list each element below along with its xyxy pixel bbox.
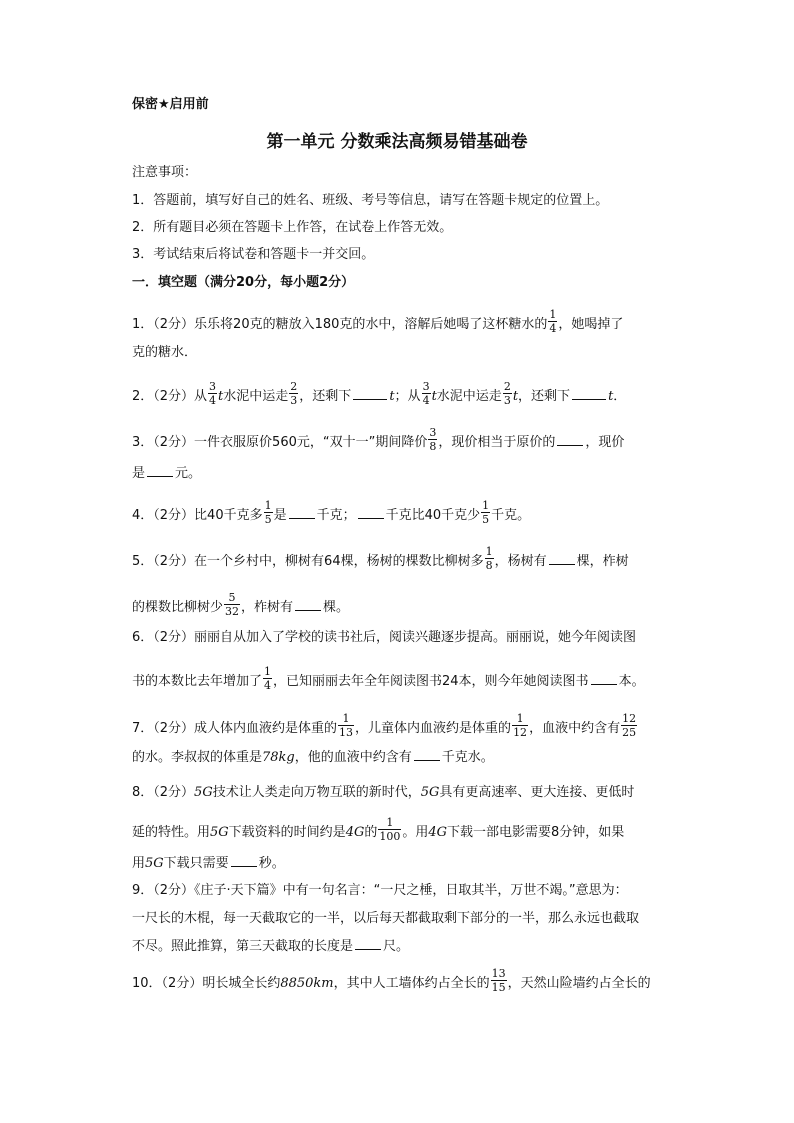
question-3-text: 元。 <box>175 466 202 481</box>
numerator: 1 <box>516 712 524 725</box>
fraction <box>208 380 217 407</box>
fraction <box>378 816 401 843</box>
fraction <box>512 712 528 739</box>
denominator: 5 <box>264 513 272 526</box>
question-4-text: 4．（2分）比40千克多 <box>132 508 263 523</box>
question-7 <box>132 712 692 742</box>
numerator: 1 <box>482 499 490 512</box>
unit: t <box>218 389 224 404</box>
unit: t <box>608 389 614 404</box>
question-5-text: 棵，柞树 <box>576 554 629 569</box>
fraction <box>621 712 637 739</box>
fraction <box>263 665 272 692</box>
question-1-text: ，她喝掉了 <box>558 317 624 332</box>
network-term: 5G <box>420 785 440 800</box>
question-3-cont <box>132 464 692 483</box>
numerator: 5 <box>228 591 236 604</box>
fraction <box>422 380 431 407</box>
unit: t <box>431 389 437 404</box>
question-7-cont <box>132 748 692 767</box>
question-8-text: 下载资料的时间约是 <box>228 825 346 840</box>
question-2-text: 水泥中运走 <box>436 389 502 404</box>
denominator: 100 <box>379 830 401 843</box>
denominator: 4 <box>264 679 272 692</box>
notice-item-1: 1．答题前，填写好自己的姓名、班级、考号等信息，请写在答题卡规定的位置上。 <box>132 193 609 208</box>
question-6-cont <box>132 665 692 695</box>
question-8-cont2 <box>132 854 692 873</box>
question-9-text: 尺。 <box>383 939 410 954</box>
question-7-text: 7．（2分）成人体内血液约是体重的 <box>132 721 338 736</box>
answer-blank[interactable] <box>147 464 173 477</box>
network-term: 5G <box>145 856 164 871</box>
fraction <box>338 712 354 739</box>
question-8-text: 的 <box>364 825 378 840</box>
numerator: 1 <box>549 308 557 321</box>
question-3-text: ，现价相当于原价的 <box>438 435 556 450</box>
question-5-text: 的棵数比柳树少 <box>132 600 224 615</box>
fraction <box>224 591 240 618</box>
unit: t <box>512 389 519 404</box>
denominator: 4 <box>422 394 430 407</box>
fraction <box>548 308 557 335</box>
question-4-text: 是 <box>273 508 287 523</box>
denominator: 13 <box>339 726 354 739</box>
question-2-text: ；从 <box>394 389 421 404</box>
denominator: 3 <box>290 394 298 407</box>
notice-item-3: 3．考试结束后将试卷和答题卡一并交回。 <box>132 247 375 262</box>
numerator: 2 <box>290 380 298 393</box>
question-8-text: 秒。 <box>258 856 285 871</box>
question-4-text: 千克。 <box>491 508 531 523</box>
network-term: 5G <box>210 825 229 840</box>
denominator: 15 <box>491 981 506 994</box>
network-term: 4G <box>428 825 448 840</box>
numerator: 3 <box>422 380 430 393</box>
answer-blank[interactable] <box>549 552 575 565</box>
fraction <box>485 545 494 572</box>
section-heading: 一．填空题（满分20分，每小题2分） <box>132 275 355 290</box>
numerator: 13 <box>491 967 506 980</box>
denominator: 25 <box>622 726 637 739</box>
question-10 <box>132 967 692 997</box>
fraction <box>503 380 512 407</box>
question-8-text: 下载一部电影需要8分钟，如果 <box>447 825 625 840</box>
answer-blank[interactable] <box>231 854 257 867</box>
network-term: 5G <box>194 785 213 800</box>
denominator: 3 <box>503 394 511 407</box>
question-1-text: 1．（2分）乐乐将20克的糖放入180克的水中，溶解后她喝了这杯糖水的 <box>132 317 548 332</box>
question-7-text: 千克水。 <box>441 750 494 765</box>
fraction <box>481 499 490 526</box>
question-3-text: ，现价 <box>585 435 625 450</box>
fraction <box>428 426 437 453</box>
question-8 <box>132 784 692 802</box>
question-8-text: 下载只需要 <box>163 856 229 871</box>
question-9-text: 不尽。照此推算，第三天截取的长度是 <box>132 939 354 954</box>
notice-heading: 注意事项： <box>132 165 198 180</box>
answer-blank[interactable] <box>295 598 321 611</box>
question-10-text: ，天然山险墙约占全长的 <box>507 976 651 991</box>
question-8-text: 8．（2分） <box>132 785 195 800</box>
question-9-cont: 一尺长的木棍，每一天截取它的一半，以后每天都截取剩下部分的一半，那么永远也截取 <box>132 911 640 926</box>
question-5-text: ，杨树有 <box>494 554 547 569</box>
question-4-text: 千克比40千克少 <box>385 508 481 523</box>
answer-blank[interactable] <box>414 748 440 761</box>
question-5-text: ，柞树有 <box>241 600 294 615</box>
length-value: 8850km <box>280 976 334 991</box>
answer-blank[interactable] <box>572 387 606 400</box>
answer-blank[interactable] <box>355 937 381 950</box>
answer-blank[interactable] <box>557 433 583 446</box>
fraction <box>491 967 507 994</box>
question-10-text: 10．（2分）明长城全长约 <box>132 976 281 991</box>
network-term: 4G <box>345 825 365 840</box>
answer-blank[interactable] <box>358 506 384 519</box>
question-5-cont <box>132 591 692 621</box>
question-1 <box>132 308 692 338</box>
question-10-text: ，其中人工墙体约占全长的 <box>333 976 490 991</box>
answer-blank[interactable] <box>353 387 387 400</box>
answer-blank[interactable] <box>591 672 617 685</box>
question-6-text: 书的本数比去年增加了 <box>132 674 263 689</box>
question-8-cont <box>132 816 692 846</box>
numerator: 2 <box>503 380 511 393</box>
question-7-text: 的水。李叔叔的体重是 <box>132 750 263 765</box>
unit: t <box>389 389 395 404</box>
denominator: 32 <box>225 605 240 618</box>
question-2-text: ，还剩下 <box>299 389 352 404</box>
page-title: 第一单元 分数乘法高频易错基础卷 <box>266 132 528 152</box>
question-2 <box>132 380 692 410</box>
fraction <box>264 499 273 526</box>
numerator: 1 <box>264 499 272 512</box>
numerator: 1 <box>485 545 493 558</box>
question-8-text: 延的特性。用 <box>132 825 211 840</box>
question-3-text: 3．（2分）一件衣服原价560元，“双十一”期间降价 <box>132 435 428 450</box>
classified-label: 保密★启用前 <box>132 97 209 112</box>
fraction <box>289 380 298 407</box>
question-5-text: 棵。 <box>323 600 350 615</box>
numerator: 1 <box>386 816 394 829</box>
question-8-text: 具有更高速率、更大连接、更低时 <box>439 785 635 800</box>
question-8-text: 。用 <box>402 825 429 840</box>
weight-value: 78kg <box>262 750 295 765</box>
question-5 <box>132 545 692 575</box>
question-4 <box>132 499 692 529</box>
numerator: 12 <box>622 712 637 725</box>
question-1-cont: 克的糖水． <box>132 345 198 360</box>
question-4-text: 千克； <box>316 508 356 523</box>
question-3-text: 是 <box>132 466 146 481</box>
question-2-text: ，还剩下 <box>518 389 571 404</box>
question-9-cont2 <box>132 937 692 956</box>
question-5-text: 5．（2分）在一个乡村中，柳树有64棵，杨树的棵数比柳树多 <box>132 554 484 569</box>
question-2-text: 水泥中运走 <box>223 389 289 404</box>
question-6: 6．（2分）丽丽自从加入了学校的读书社后，阅读兴趣逐步提高。丽丽说，她今年阅读图 <box>132 630 637 645</box>
question-7-text: ，他的血液中约含有 <box>294 750 412 765</box>
numerator: 3 <box>429 426 437 439</box>
denominator: 4 <box>549 322 557 335</box>
numerator: 1 <box>342 712 350 725</box>
denominator: 4 <box>209 394 217 407</box>
question-8-text: 技术让人类走向万物互联的新时代， <box>212 785 421 800</box>
question-3 <box>132 426 692 456</box>
denominator: 12 <box>513 726 528 739</box>
answer-blank[interactable] <box>289 506 315 519</box>
numerator: 1 <box>264 665 272 678</box>
denominator: 8 <box>429 440 437 453</box>
question-8-text: 用 <box>132 856 146 871</box>
question-9: 9．（2分）《庄子·天下篇》中有一句名言：“一尺之棰，日取其半，万世不竭。”意思为： <box>132 883 628 898</box>
question-2-text: ． <box>613 389 627 404</box>
question-7-text: ，血液中约含有 <box>529 721 621 736</box>
notice-item-2: 2．所有题目必须在答题卡上作答，在试卷上作答无效。 <box>132 220 453 235</box>
denominator: 5 <box>482 513 490 526</box>
numerator: 3 <box>209 380 217 393</box>
question-7-text: ，儿童体内血液约是体重的 <box>355 721 512 736</box>
question-6-text: 本。 <box>618 674 645 689</box>
denominator: 8 <box>485 559 493 572</box>
question-2-text: 2．（2分）从 <box>132 389 208 404</box>
question-6-text: ，已知丽丽去年全年阅读图书24本，则今年她阅读图书 <box>273 674 589 689</box>
